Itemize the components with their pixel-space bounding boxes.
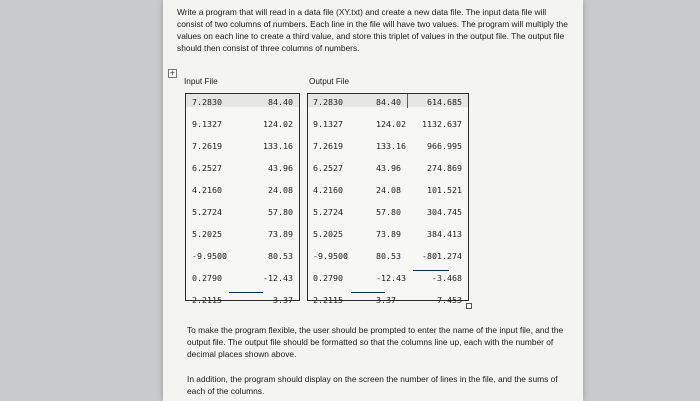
output-table-cell: 57.80 [376,207,401,217]
output-table-cell: 3.37 [376,295,396,305]
input-table-row [186,157,299,179]
input-table-cell: -9.9500 [192,251,227,261]
input-table-cell: 124.02 [263,119,293,129]
output-table-row [308,201,468,223]
underline-mark [413,270,449,271]
input-table-cell: 5.2724 [192,207,222,217]
input-table-cell: 6.2527 [192,163,222,173]
output-table-cell: 0.2790 [313,273,343,283]
output-table-cell: -3.468 [432,273,462,283]
underline-mark [351,292,385,293]
input-table-cell: 9.1327 [192,119,222,129]
input-table-row [186,113,299,135]
output-table-cell: 5.2025 [313,229,343,239]
output-table-cell: -9.9500 [313,251,348,261]
input-table-cell: 43.96 [268,163,293,173]
output-table-cell: 73.89 [376,229,401,239]
output-table-cell: 124.02 [376,119,406,129]
input-table-cell: 3.37 [273,295,293,305]
input-table-row [186,135,299,157]
output-table-cell: -12.43 [376,273,406,283]
output-table-cell: 24.08 [376,185,401,195]
output-table-cell: 966.995 [427,141,462,151]
input-table-row [186,201,299,223]
assignment-intro: Write a program that will read in a data file (XY.txt) and create a new data file. The input data file will consist of two columns of numbers. Each line in the file will have two values. The program will multiply the values on each line to create a third value, and store this triplet of values in the output file. The output file should then consist of three columns of numbers. [177,7,568,53]
input-file-label: Input File [184,77,218,86]
output-file-label: Output File [309,77,350,86]
input-table-row [186,267,299,289]
input-table-cell: 57.80 [268,207,293,217]
input-table-cell: 7.2619 [192,141,222,151]
output-table-row [308,289,468,311]
move-icon[interactable]: + [169,68,176,78]
output-table-row [308,157,468,179]
input-file-table [185,93,300,305]
input-table-cell: 84.40 [268,97,293,107]
instructions-paragraph-2: In addition, the program should display on the screen the number of lines in the file, and the sums of each of the columns. [187,374,558,396]
output-table-cell: 274.869 [427,163,462,173]
input-table-row [186,91,299,113]
input-table-cell: 24.08 [268,185,293,195]
output-table-cell: 101.521 [427,185,462,195]
output-table-row [308,245,468,267]
input-table-cell: 2.2115 [192,295,222,305]
input-table-cell: 0.2790 [192,273,222,283]
input-table-cell: -12.43 [263,273,293,283]
output-table-cell: 84.40 [376,97,401,107]
output-table-row [308,179,468,201]
output-table-cell: 9.1327 [313,119,343,129]
input-table-row [186,223,299,245]
output-table-row [308,91,468,113]
output-table-cell: 1132.637 [422,119,462,129]
input-table-cell: 7.2830 [192,97,222,107]
input-table-cell: 73.89 [268,229,293,239]
output-table-row [308,113,468,135]
output-table-cell: 2.2115 [313,295,343,305]
input-table-cell: 4.2160 [192,185,222,195]
output-table-cell: 6.2527 [313,163,343,173]
output-table-cell: 133.16 [376,141,406,151]
output-table-cell: 4.2160 [313,185,343,195]
output-table-cell: 7.2830 [313,97,343,107]
underline-mark [229,292,263,293]
input-table-row [186,179,299,201]
output-table-cell: 5.2724 [313,207,343,217]
output-table-cell: 80.53 [376,251,401,261]
input-table-cell: 133.16 [263,141,293,151]
output-table-row [308,223,468,245]
output-table-row [308,135,468,157]
output-table-cell: 7.2619 [313,141,343,151]
output-table-cell: 304.745 [427,207,462,217]
output-table-cell: 7.453 [437,295,462,305]
input-table-cell: 5.2025 [192,229,222,239]
output-table-cell: 614.685 [427,97,462,107]
output-table-cell: 384.413 [427,229,462,239]
resize-handle-icon[interactable] [466,303,472,309]
input-table-cell: 80.53 [268,251,293,261]
output-table-cell: -801.274 [422,251,462,261]
instructions-paragraph-1: To make the program flexible, the user should be prompted to enter the name of the input file, and the output file. The output file should be formatted so that the columns line up, each with the number of decimal places shown above. [187,325,564,359]
output-table-cell: 43.96 [376,163,401,173]
input-table-row [186,245,299,267]
